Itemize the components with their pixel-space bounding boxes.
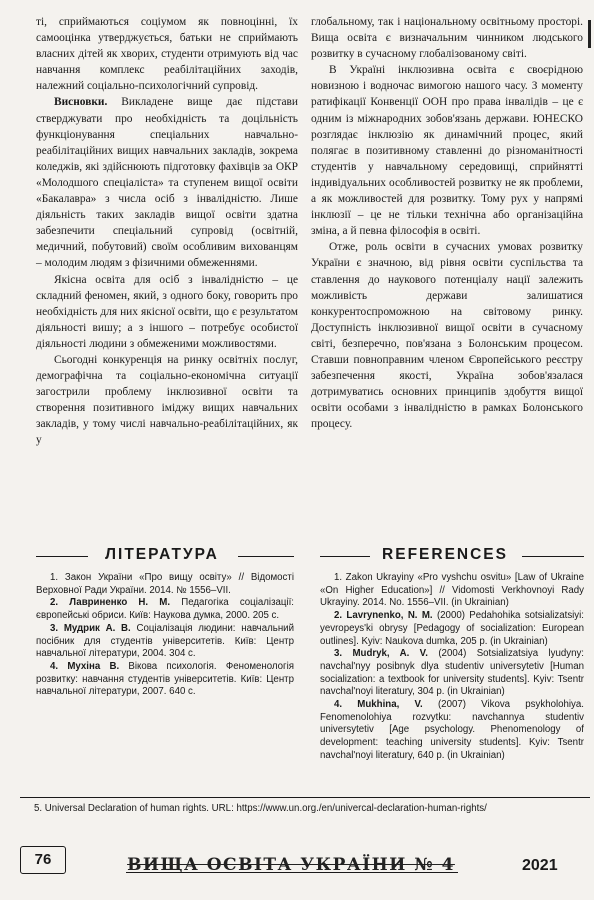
margin-mark: [588, 20, 591, 48]
literature-heading: ЛІТЕРАТУРА: [105, 546, 219, 563]
reference-item: 2. Lavrynenko, N. M. (2000) Pedahohika sotsializatsiyi: yevropeys'ki obrysy [Pedagogy of socialization: European outlines]. Kyiv: Naukova dumka, 205 p. (in Ukrainian): [320, 610, 584, 647]
literature-list: [36, 572, 294, 699]
paragraph: Сьогодні конкуренція на ринку освітніх послуг, демографічна та соціально-економічна ситуації загострили проблему інклюзивної освіти та створення позитивного іміджу вищих навчальних закладів, у тому числі навчально-реабілітаційних, як у: [36, 353, 298, 447]
conclusions-paragraph: Висновки. Викладене вище дає підстави стверджувати про необхідність та доцільність функціонування спеціальних навчально-реабілітаційних вищих навчальних закладів, зокрема коледжів, які здійснюють підготовку фахівців за ОКР «Молодшого спеціаліста» та ступенем вищої освіти «Бакалавра» з числа осіб з інвалідністю. Лише діяльність таких закладів вищої освіти здатна забезпечити спеціальний супровід (освітній, медичний, побутовий) своїм особливим вихованцям – молодим людям з фізичними обмеженнями.: [36, 96, 298, 270]
references-list: [320, 572, 584, 763]
paragraph: Отже, роль освіти в сучасних умовах розвитку України є значною, від рівня освіти суспільства та ставлення до наукового потенціалу нації залежить можливість держави залишатися конкурентоспроможною на світовому ринку. Доступність інклюзивної вищої освіти в сучасному світі, безперечно, пов'язана з Болонським процесом. Ставши повноправним членом Європейського реєстру забезпечення якості, Україна зобов'язалася дотримуватись основних принципів здобуття вищої освіти особами з інвалідністю в рамках Болонського процесу.: [311, 241, 583, 431]
reference-item: 1. Zakon Ukrayiny «Pro vyshchu osvitu» [Law of Ukraine «On Higher Education»] // Vidomosti Verkhovnoyi Rady Ukrayiny. 2014. No. 1556–VII. (in Ukrainian): [320, 572, 584, 609]
paragraph: глобальному, так і національному освітньому просторі. Вища освіта є визначальним чинником людського розвитку в сучасному глобалізованому світі.: [311, 16, 583, 61]
paragraph: В Україні інклюзивна освіта є своєрідною новизною і водночас вимогою нашого часу. З моменту ратифікації Конвенції ООН про права інвалідів – це є одним із міжнародних зобов'язань держави. ЮНЕСКО розглядає інклюзію як динамічний процес, який полягає в позитивному ставленні до різноманітності студентів у навчальному середовищі, сприйнятті індивідуальних особливостей розвитку не як проблеми, а як можливостей для розвитку. Тому рух у напрямі інклюзії – це не тільки технічна або організаційна зміна, а й певна філософія в освіті.: [311, 64, 583, 238]
literature-item: 1. Закон України «Про вищу освіту» // Відомості Верховної Ради України. 2014. № 1556–VII.: [36, 572, 294, 596]
issue-year: 2021: [522, 857, 558, 874]
heading-rule: [522, 556, 584, 557]
reference-item: 3. Mudryk, A. V. (2004) Sotsializatsiya lyudyny: navchal'nyy posibnyk dlya studentiv universytetiv [Human socialization: a textbook for university students]. Kyiv: Tsentr navchal'noyi literatury, 304 p. (in Ukrainian): [320, 648, 585, 698]
footer-rule: [126, 872, 458, 873]
article-left-column: [36, 14, 298, 449]
paragraph: ті, сприймаються соціумом як повноцінні, їх самооцінка утверджується, батьки не сприймають власних дітей як хворих, студенти отримують від час навчання комплекс реабілітаційних заходів, належний соціально-психологічний супровід.: [36, 16, 298, 93]
literature-item: 4. Мухіна В. Вікова психологія. Феноменологія розвитку: навчання студентів університетів. Київ: Центр навчальної літератури, 2007. 640 с.: [36, 660, 294, 698]
references-heading: REFERENCES: [382, 546, 508, 563]
heading-rule: [320, 556, 370, 557]
conclusions-label: Висновки.: [54, 96, 108, 109]
page-number: 76: [20, 846, 66, 874]
reference-item: 4. Mukhina, V. (2007) Vikova psykholohiya. Fenomenolohiya rozvytku: navchannya studentiv universytetiv [Age psychology. Phenomenology of development: teaching university students]. Kyiv: Tsentr navchal'noyi literatury, 640 p. (in Ukrainian): [320, 699, 584, 761]
journal-title: ВИЩА ОСВІТА УКРАЇНИ № 4: [127, 855, 455, 875]
heading-rule: [36, 556, 88, 557]
article-right-column: [311, 14, 583, 432]
footnote: 5. Universal Declaration of human rights. URL: https://www.un.org./en/univercal-declaration-human-rights/: [34, 803, 487, 814]
heading-rule: [238, 556, 294, 557]
paragraph: Якісна освіта для осіб з інвалідністю – це складний феномен, який, з одного боку, говорить про необхідність для них якісної освіти, що є результатом діяльності вишу; а з іншого – потребує особистої діяльності людини з обмеженими можливостями.: [36, 273, 298, 350]
footnote-divider: [20, 797, 590, 798]
literature-item: 3. Мудрик А. В. Соціалізація людини: навчальний посібник для студентів університетів. Київ: Центр навчальної літератури, 2004. 304 с.: [36, 622, 294, 660]
literature-item: 2. Лавриненко Н. М. Педагогіка соціалізації: європейські обриси. Київ: Наукова думка, 2000. 205 с.: [36, 597, 294, 622]
